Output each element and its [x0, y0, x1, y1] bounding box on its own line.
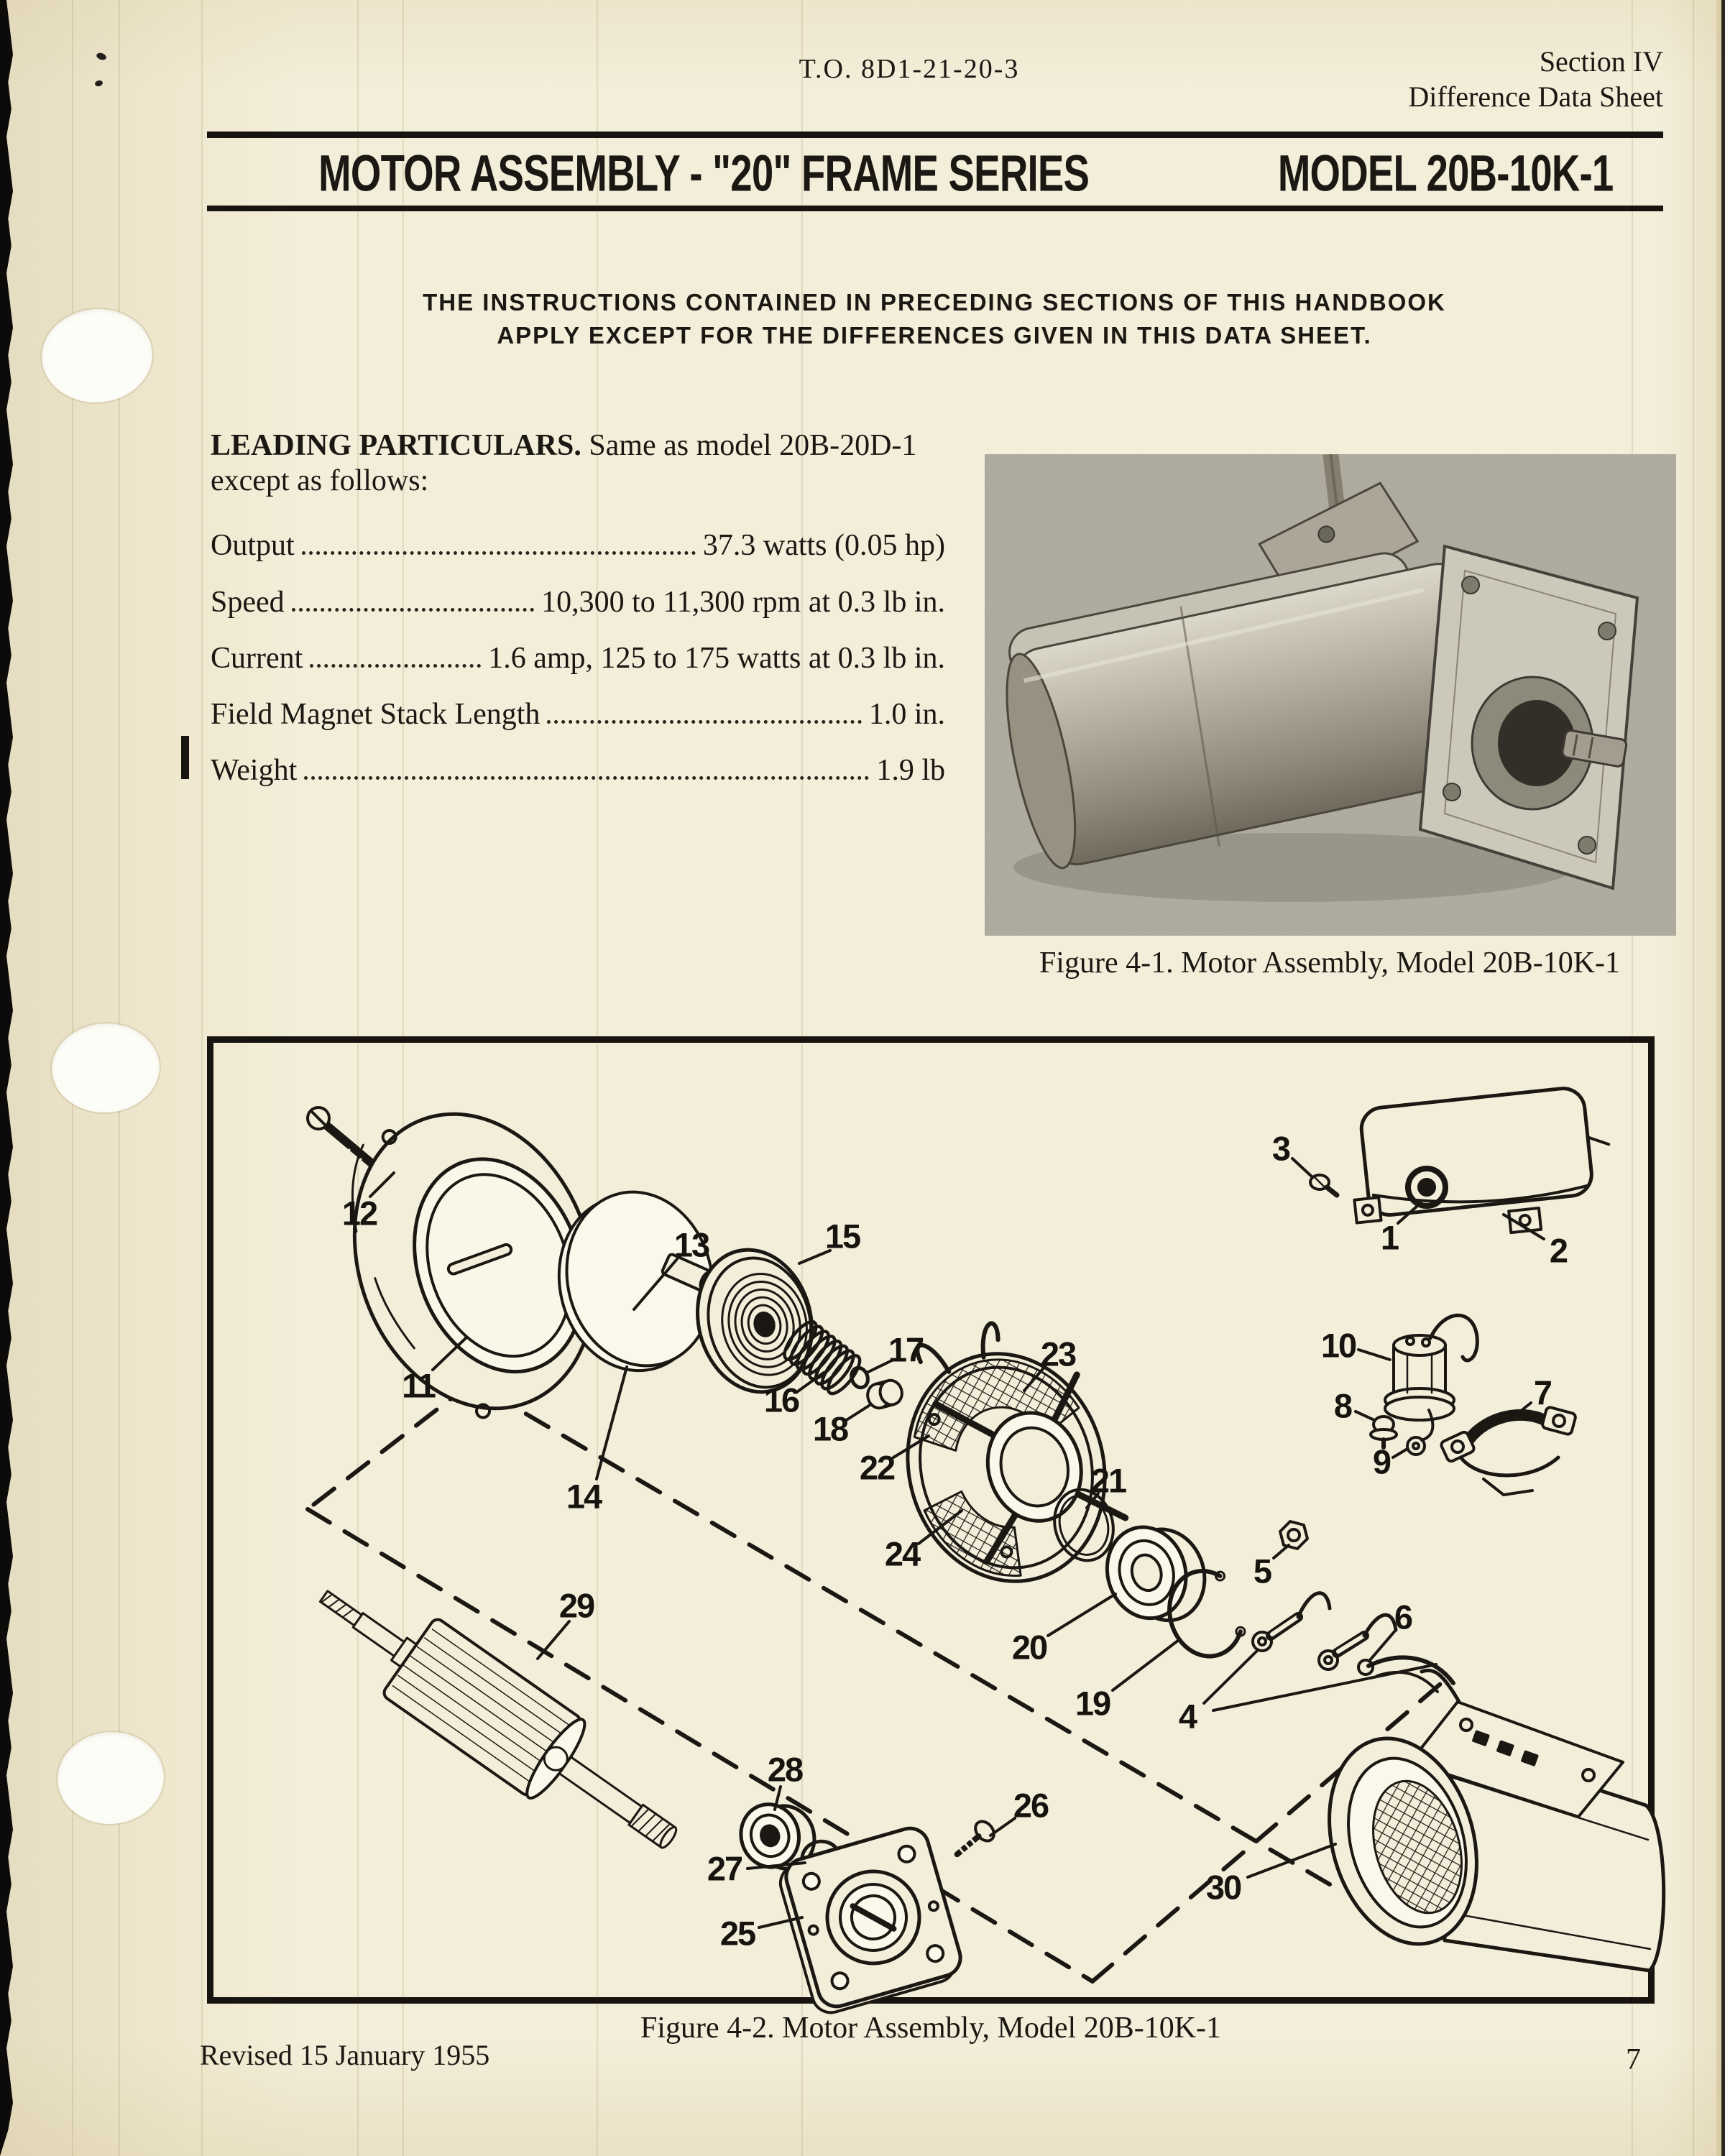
page-title: MOTOR ASSEMBLY - "20" FRAME SERIES: [318, 144, 1090, 202]
figure1-caption: Figure 4-1. Motor Assembly, Model 20B-10K-1: [1039, 946, 1621, 980]
part-number-30: 30: [1205, 1868, 1241, 1907]
part-number-25: 25: [719, 1914, 755, 1953]
part-number-19: 19: [1075, 1684, 1110, 1723]
leader-line-6: [1370, 1630, 1396, 1660]
part-frame-30: [1307, 1670, 1664, 1971]
part-number-24: 24: [884, 1534, 920, 1573]
particulars-label: Field Magnet Stack Length: [211, 697, 540, 731]
part-number-20: 20: [1011, 1628, 1047, 1667]
part-number-26: 26: [1013, 1786, 1049, 1825]
particulars-heading-rest: Same as model 20B-20D-1: [581, 429, 917, 462]
part-number-23: 23: [1040, 1335, 1076, 1373]
part-number-7: 7: [1533, 1373, 1552, 1412]
part-number-10: 10: [1320, 1326, 1356, 1365]
part-number-6: 6: [1394, 1598, 1412, 1636]
part-oring-17: [849, 1365, 870, 1390]
part-leads-4: [1253, 1593, 1396, 1669]
part-number-9: 9: [1372, 1442, 1391, 1481]
part-number-12: 12: [341, 1194, 377, 1233]
leader-line-29: [538, 1621, 569, 1659]
part-number-2: 2: [1549, 1231, 1568, 1270]
part-number-14: 14: [566, 1477, 602, 1516]
part-number-11: 11: [402, 1366, 435, 1405]
part-capacitor-10: [1385, 1315, 1477, 1420]
leader-line-19: [1113, 1640, 1179, 1690]
part-screw-26: [950, 1818, 998, 1862]
particulars-heading-bold: LEADING PARTICULARS.: [211, 429, 581, 462]
leader-line-30: [1248, 1844, 1335, 1877]
part-number-21: 21: [1090, 1461, 1126, 1500]
figure2-caption: Figure 4-2. Motor Assembly, Model 20B-10K-1: [640, 2012, 1222, 2045]
particulars-value: 1.6 amp, 125 to 175 watts at 0.3 lb in.: [488, 641, 945, 675]
part-number-17: 17: [888, 1330, 924, 1369]
particulars-value: 37.3 watts (0.05 hp): [702, 529, 945, 563]
leader-line-9: [1393, 1449, 1407, 1457]
section-label: Section IV: [1539, 45, 1663, 78]
particulars-label: Output: [211, 529, 295, 563]
part-number-1: 1: [1380, 1218, 1399, 1257]
part-number-27: 27: [707, 1849, 742, 1888]
part-number-18: 18: [812, 1409, 848, 1448]
part-number-16: 16: [763, 1381, 799, 1419]
part-number-4: 4: [1178, 1697, 1197, 1736]
leader-line-5: [1274, 1545, 1289, 1558]
part-number-29: 29: [558, 1586, 594, 1625]
part-clamp-7: [1440, 1406, 1577, 1495]
part-screw-3: [1310, 1175, 1337, 1195]
notice-line2: APPLY EXCEPT FOR THE DIFFERENCES GIVEN IN THIS DATA SHEET.: [497, 321, 1372, 349]
part-number-28: 28: [767, 1750, 803, 1789]
part-number-13: 13: [673, 1225, 709, 1264]
leader-line-18: [845, 1404, 871, 1421]
leader-line-4: [1213, 1664, 1436, 1710]
particulars-value: 10,300 to 11,300 rpm at 0.3 lb in.: [541, 585, 945, 619]
leader-line-3: [1292, 1158, 1312, 1177]
particulars-label: Weight: [211, 753, 298, 787]
leader-line-20: [1048, 1594, 1116, 1636]
particulars-label: Current: [211, 641, 303, 675]
particulars-value: 1.0 in.: [868, 697, 945, 731]
revised-date: Revised 15 January 1955: [200, 2039, 490, 2071]
part-number-15: 15: [824, 1217, 860, 1256]
part-number-22: 22: [859, 1448, 895, 1487]
to-number: T.O. 8D1-21-20-3: [799, 54, 1020, 84]
notice-line1: THE INSTRUCTIONS CONTAINED IN PRECEDING SECTIONS OF THIS HANDBOOK: [423, 289, 1446, 315]
part-number-8: 8: [1333, 1386, 1352, 1425]
model-title: MODEL 20B-10K-1: [1277, 144, 1614, 202]
page-number: 7: [1626, 2043, 1641, 2076]
leader-line-26: [990, 1818, 1015, 1835]
part-rotor-29: [297, 1557, 699, 1879]
part-number-5: 5: [1253, 1552, 1271, 1590]
leader-line-8: [1356, 1411, 1374, 1420]
particulars-heading-line2: except as follows:: [211, 464, 429, 497]
leader-line-10: [1358, 1350, 1390, 1360]
part-number-3: 3: [1271, 1129, 1290, 1168]
particulars-value: 1.9 lb: [876, 753, 945, 787]
particulars-label: Speed: [211, 585, 285, 619]
sheet-label: Difference Data Sheet: [1408, 80, 1663, 113]
part-nut-5: [1280, 1521, 1307, 1549]
